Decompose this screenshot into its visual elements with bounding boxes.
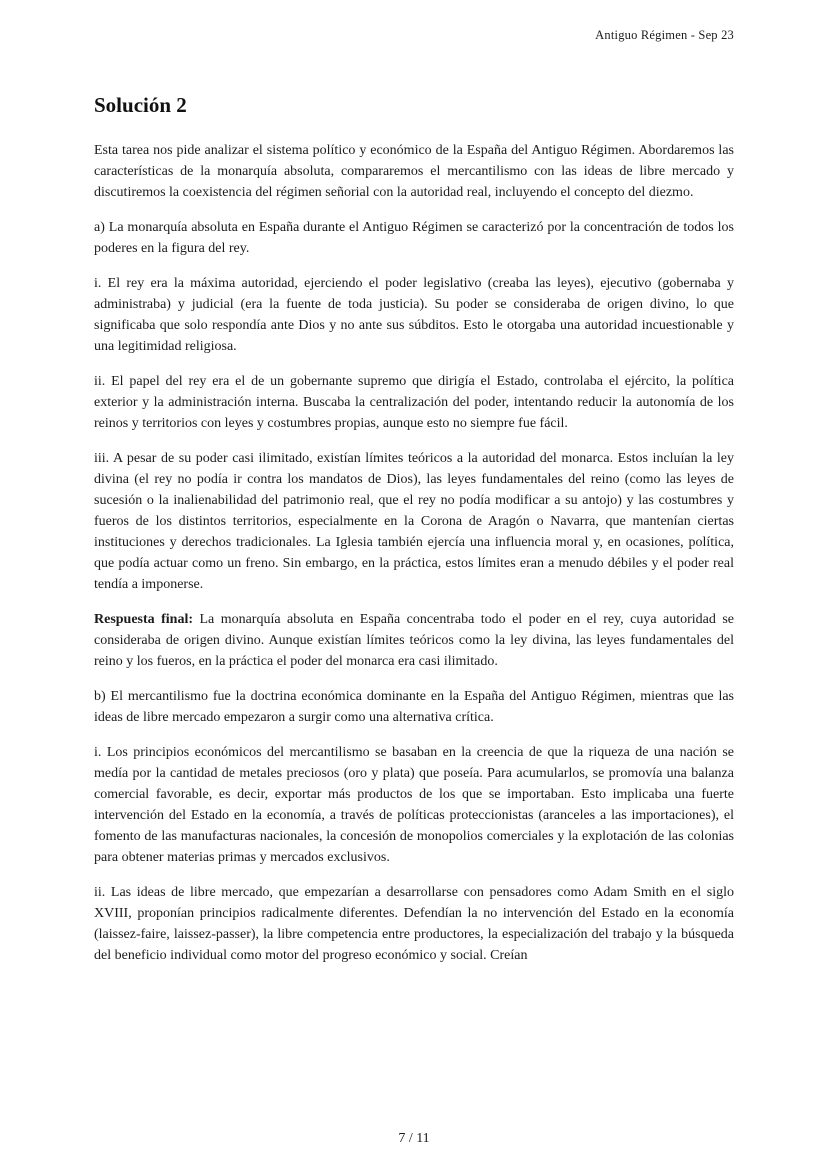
page-footer bbox=[0, 1131, 828, 1147]
paragraph-b: b) El mercantilismo fue la doctrina económica dominante en la España del Antiguo Régimen, mientras que las ideas de libre mercado empezaron a surgir como una alternativa crítica. bbox=[94, 689, 734, 725]
page-header bbox=[94, 28, 734, 43]
paragraph-a-i: i. El rey era la máxima autoridad, ejerciendo el poder legislativo (creaba las leyes), ejecutivo (gobernaba y administraba) y judicial (era la fuente de toda justicia). Su poder se consideraba de origen divino, lo que significaba que solo respondía ante Dios y no ante sus súbditos. Esto le otorgaba una autoridad incuestionable y una legitimidad religiosa. bbox=[94, 276, 734, 354]
paragraph-respuesta-final bbox=[94, 609, 734, 672]
paragraph-intro: Esta tarea nos pide analizar el sistema político y económico de la España del Antiguo Régimen. Abordaremos las características de la monarquía absoluta, compararemos el mercantilismo con las ideas de libre mercado y discutiremos la coexistencia del régimen señorial con la autoridad real, incluyendo el concepto del diezmo. bbox=[94, 143, 734, 200]
paragraph-b-i: i. Los principios económicos del mercantilismo se basaban en la creencia de que la riqueza de una nación se medía por la cantidad de metales preciosos (oro y plata) que poseía. Para acumularlos, se promovía una balanza comercial favorable, es decir, exportar más productos de los que se importaban. Esto implicaba una fuerte intervención del Estado en la economía, a través de políticas proteccionistas (aranceles a las importaciones), el fomento de las manufacturas nacionales, la concesión de monopolios comerciales y la explotación de las colonias para obtener materias primas y mercados exclusivos. bbox=[94, 745, 734, 865]
respuesta-final-label: Respuesta final: bbox=[94, 612, 194, 627]
paragraph-b-ii: ii. Las ideas de libre mercado, que empezarían a desarrollarse con pensadores como Adam Smith en el siglo XVIII, proponían principios radicalmente diferentes. Defendían la no intervención del Estado en la economía (laissez-faire, laissez-passer), la libre competencia entre productores, la especialización del trabajo y la búsqueda del beneficio individual como motor del progreso económico y social. Creían bbox=[94, 885, 734, 963]
page-title: Solución 2 bbox=[94, 93, 187, 117]
respuesta-final-text: La monarquía absoluta en España concentraba todo el poder en el rey, cuya autoridad se consideraba de origen divino. Aunque existían límites teóricos como la ley divina, las leyes fundamentales del reino y los fueros, en la práctica el poder del monarca era casi ilimitado. bbox=[94, 612, 734, 669]
header-text: Antiguo Régimen - Sep 23 bbox=[595, 28, 734, 42]
paragraph-a-iii: iii. A pesar de su poder casi ilimitado, existían límites teóricos a la autoridad del monarca. Estos incluían la ley divina (el rey no podía ir contra los mandatos de Dios), las leyes fundamentales del reino (como las leyes de sucesión o la inalienabilidad del patrimonio real, que el rey no podía modificar a su antojo) y las costumbres y fueros de los distintos territorios, especialmente en la Corona de Aragón o Navarra, que mantenían ciertas instituciones y derechos tradicionales. La Iglesia también ejercía una influencia moral y, en ocasiones, política, que podía actuar como un freno. Sin embargo, en la práctica, estos límites eran a menudo débiles y el poder real tendía a imponerse. bbox=[94, 451, 734, 592]
page-number: 7 / 11 bbox=[398, 1131, 430, 1146]
paragraph-a: a) La monarquía absoluta en España durante el Antiguo Régimen se caracterizó por la concentración de todos los poderes en la figura del rey. bbox=[94, 220, 734, 256]
paragraph-a-ii: ii. El papel del rey era el de un gobernante supremo que dirigía el Estado, controlaba el ejército, la política exterior y la administración interna. Buscaba la centralización del poder, intentando reducir la autonomía de los reinos y territorios con leyes y costumbres propias, aunque esto no siempre fue fácil. bbox=[94, 374, 734, 431]
